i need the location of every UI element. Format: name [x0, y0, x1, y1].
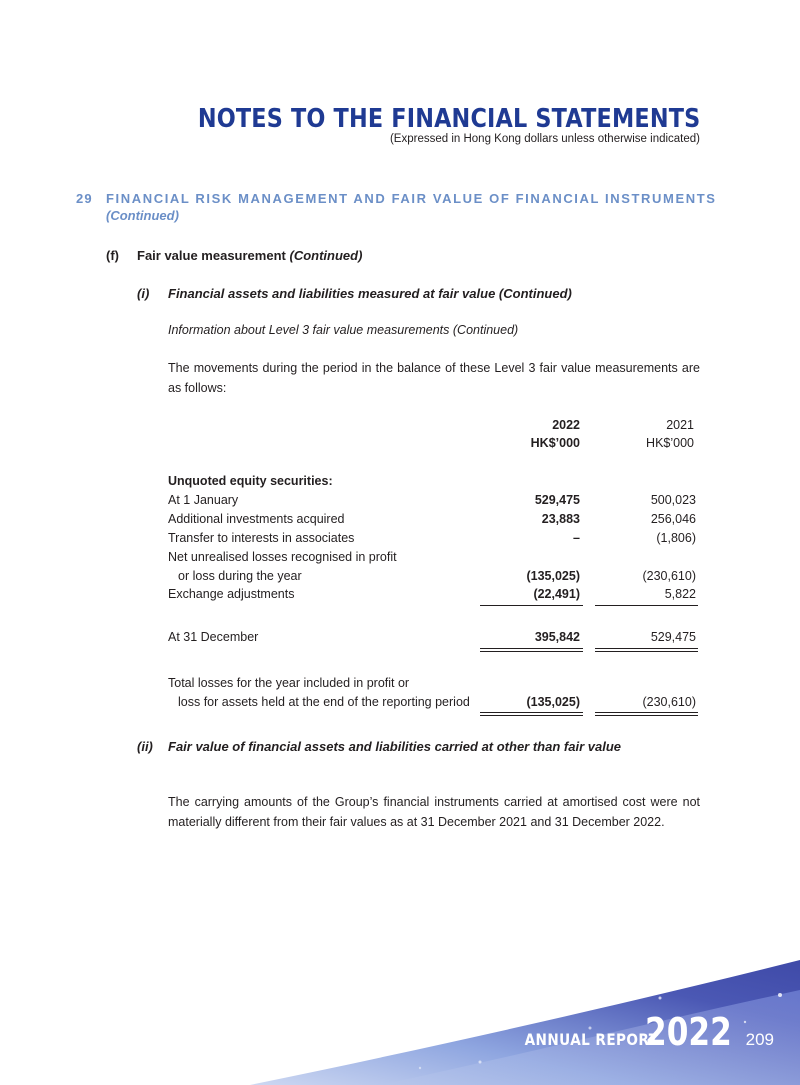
row-label-continued: or loss during the year: [178, 569, 302, 583]
level3-info-heading: Information about Level 3 fair value measurements (Continued): [168, 323, 519, 337]
total-value-2022: (135,025): [526, 695, 580, 709]
page-title: NOTES TO THE FINANCIAL STATEMENTS: [197, 104, 700, 134]
subsection-ii-label: (ii): [137, 739, 153, 754]
subsection-i-label: (i): [137, 286, 150, 301]
col-2021-unit: HK$’000: [646, 436, 694, 450]
closing-double-rule-2021: [595, 648, 698, 652]
page-subtitle: (Expressed in Hong Kong dollars unless otherwise indicated): [389, 133, 700, 145]
subsection-i-title: Financial assets and liabilities measured at fair value (Continued): [168, 286, 572, 301]
footer-year: 2022: [645, 1010, 732, 1054]
subsection-f-title-text: Fair value measurement: [137, 248, 286, 263]
row-label: At 1 January: [168, 493, 239, 507]
section-continued: (Continued): [106, 208, 179, 223]
row-value-2021: 256,046: [650, 512, 696, 526]
row-label: Transfer to interests in associates: [168, 531, 355, 545]
section-number: 29: [76, 191, 93, 206]
row-value-2022: 23,883: [541, 512, 580, 526]
closing-value-2022: 395,842: [534, 630, 580, 644]
closing-paragraph: The carrying amounts of the Group’s financial instruments carried at amortised cost were not materially different from their fair values as at 31 December 2021 and 31 December 2022.: [168, 795, 700, 829]
subtotal-rule-2021: [595, 605, 698, 606]
total-label: Total losses for the year included in profit or: [168, 676, 410, 690]
section-title: FINANCIAL RISK MANAGEMENT AND FAIR VALUE OF FINANCIAL INSTRUMENTS: [106, 191, 717, 206]
total-label-continued: loss for assets held at the end of the reporting period: [178, 695, 470, 709]
row-value-2021: (1,806): [656, 531, 696, 545]
total-value-2021: (230,610): [642, 695, 696, 709]
row-value-2022: –: [573, 531, 580, 545]
col-2021-year: 2021: [666, 418, 694, 432]
row-value-2022: 529,475: [534, 493, 580, 507]
closing-label: At 31 December: [168, 630, 259, 644]
total-double-rule-2022: [480, 712, 583, 716]
closing-double-rule-2022: [480, 648, 583, 652]
table-heading: Unquoted equity securities:: [168, 474, 333, 488]
col-2022-unit: HK$’000: [530, 436, 580, 450]
subsection-ii-title: Fair value of financial assets and liabilities carried at other than fair value: [168, 739, 621, 754]
row-label: Net unrealised losses recognised in profit: [168, 550, 397, 564]
subsection-f-label: (f): [106, 248, 119, 263]
row-value-2022: (135,025): [526, 569, 580, 583]
row-label: Additional investments acquired: [168, 512, 345, 526]
footer-label: ANNUAL REPORT: [524, 1030, 658, 1049]
total-double-rule-2021: [595, 712, 698, 716]
subsection-f-title: [137, 248, 362, 263]
intro-paragraph: The movements during the period in the balance of these Level 3 fair value measurements are as follows:: [168, 361, 700, 395]
row-label: Exchange adjustments: [168, 587, 295, 601]
row-value-2021: 500,023: [650, 493, 696, 507]
subsection-f-continued: (Continued): [289, 248, 363, 263]
row-value-2021: (230,610): [642, 569, 696, 583]
row-value-2021: 5,822: [664, 587, 696, 601]
row-value-2022: (22,491): [533, 587, 580, 601]
closing-value-2021: 529,475: [650, 630, 696, 644]
subtotal-rule-2022: [480, 605, 583, 606]
col-2022-year: 2022: [552, 418, 580, 432]
page-number: 209: [745, 1030, 774, 1049]
